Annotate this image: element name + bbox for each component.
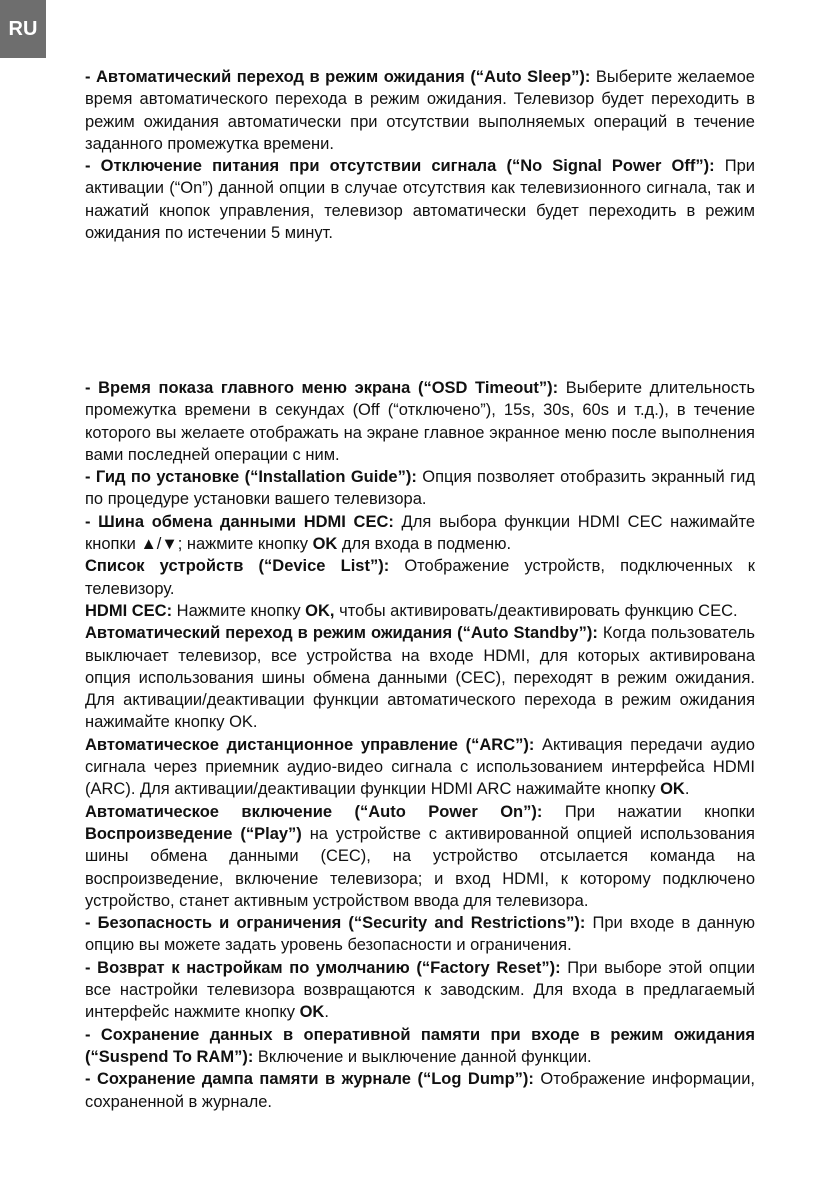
paragraph-log-dump: - Сохранение дампа памяти в журнале (“Log Dump”): Отображение информации, сохраненной в журнале. bbox=[85, 1070, 755, 1111]
paragraph-factory-reset: - Возврат к настройкам по умолчанию (“Factory Reset”): При выборе этой опции все настройки телевизора возвращаются к заводским. Для входа в предлагаемый интерфейс нажмите кнопку OK. bbox=[85, 958, 755, 1022]
language-badge: RU bbox=[0, 0, 46, 58]
section-system-settings bbox=[85, 377, 755, 1113]
paragraph-device-list: Список устройств (“Device List”): Отображение устройств, подключенных к телевизору. bbox=[85, 557, 755, 598]
paragraph-suspend-to-ram: - Сохранение данных в оперативной памяти при входе в режим ожидания (“Suspend To RAM”): Включение и выключение данной функции. bbox=[85, 1025, 755, 1066]
paragraph-installation-guide: - Гид по установке (“Installation Guide”): Опция позволяет отобразить экранный гид по процедуре установки вашего телевизора. bbox=[85, 468, 756, 509]
paragraph-osd-timeout: - Время показа главного меню экрана (“OSD Timeout”): Выберите длительность промежутка времени в секундах (Off (“отключено”), 15s, 30s, 60s и т.д.), в течение которого вы желаете отображать на экране главное экранное меню после выполнения вами последней операции с ним. bbox=[85, 379, 755, 464]
paragraph-no-signal-power-off: - Отключение питания при отсутствии сигнала (“No Signal Power Off”): При активации (“On”) данной опции в случае отсутствия как телевизионного сигнала, так и нажатий кнопок управления, телевизор автоматически будет переходить в режим ожидания по истечении 5 минут. bbox=[85, 157, 755, 243]
paragraph-hdmi-cec: HDMI CEC: Нажмите кнопку OK, чтобы активировать/деактивировать функцию CEC. bbox=[85, 601, 738, 620]
paragraph-auto-power-on: Автоматическое включение (“Auto Power On”): При нажатии кнопки Воспроизведение (“Play”) на устройстве с активированной опцией использования шины обмена данными (CEC), на устройство отсылается команда на воспроизведение, включение телевизора; и вход HDMI, к которому подключено устройство, станет активным устройством ввода для телевизора. bbox=[85, 802, 756, 910]
paragraph-auto-standby: Автоматический переход в режим ожидания (“Auto Standby”): Когда пользователь выключает телевизор, все устройства на входе HDMI, для которых активирована опция использования шины обмена данными (CEC), переходят в режим ожидания. Для активации/деактивации функции автоматического перехода в режим ожидания нажимайте кнопку OK. bbox=[85, 624, 756, 732]
paragraph-hdmi-cec-bus: - Шина обмена данными HDMI CEC: Для выбора функции HDMI CEC нажимайте кнопки ▲/▼; нажмите кнопку OK для входа в подменю. bbox=[85, 512, 755, 554]
paragraph-security-restrictions: - Безопасность и ограничения (“Security and Restrictions”): При входе в данную опцию вы можете задать уровень безопасности и ограничения. bbox=[85, 914, 755, 955]
paragraph-arc: Автоматическое дистанционное управление (“ARC”): Активация передачи аудио сигнала через приемник аудио-видео сигнала с использованием интерфейса HDMI (ARC). Для активации/деактивации функции HDMI ARC нажимайте кнопку OK. bbox=[85, 735, 755, 799]
paragraph-auto-sleep: - Автоматический переход в режим ожидания (“Auto Sleep”): Выберите желаемое время автоматического перехода в режим ожидания. Телевизор будет переходить в режим ожидания автоматически при отсутствии выполняемых операций в течение заданного промежутка времени. bbox=[85, 68, 755, 153]
section-power-settings bbox=[85, 66, 755, 244]
